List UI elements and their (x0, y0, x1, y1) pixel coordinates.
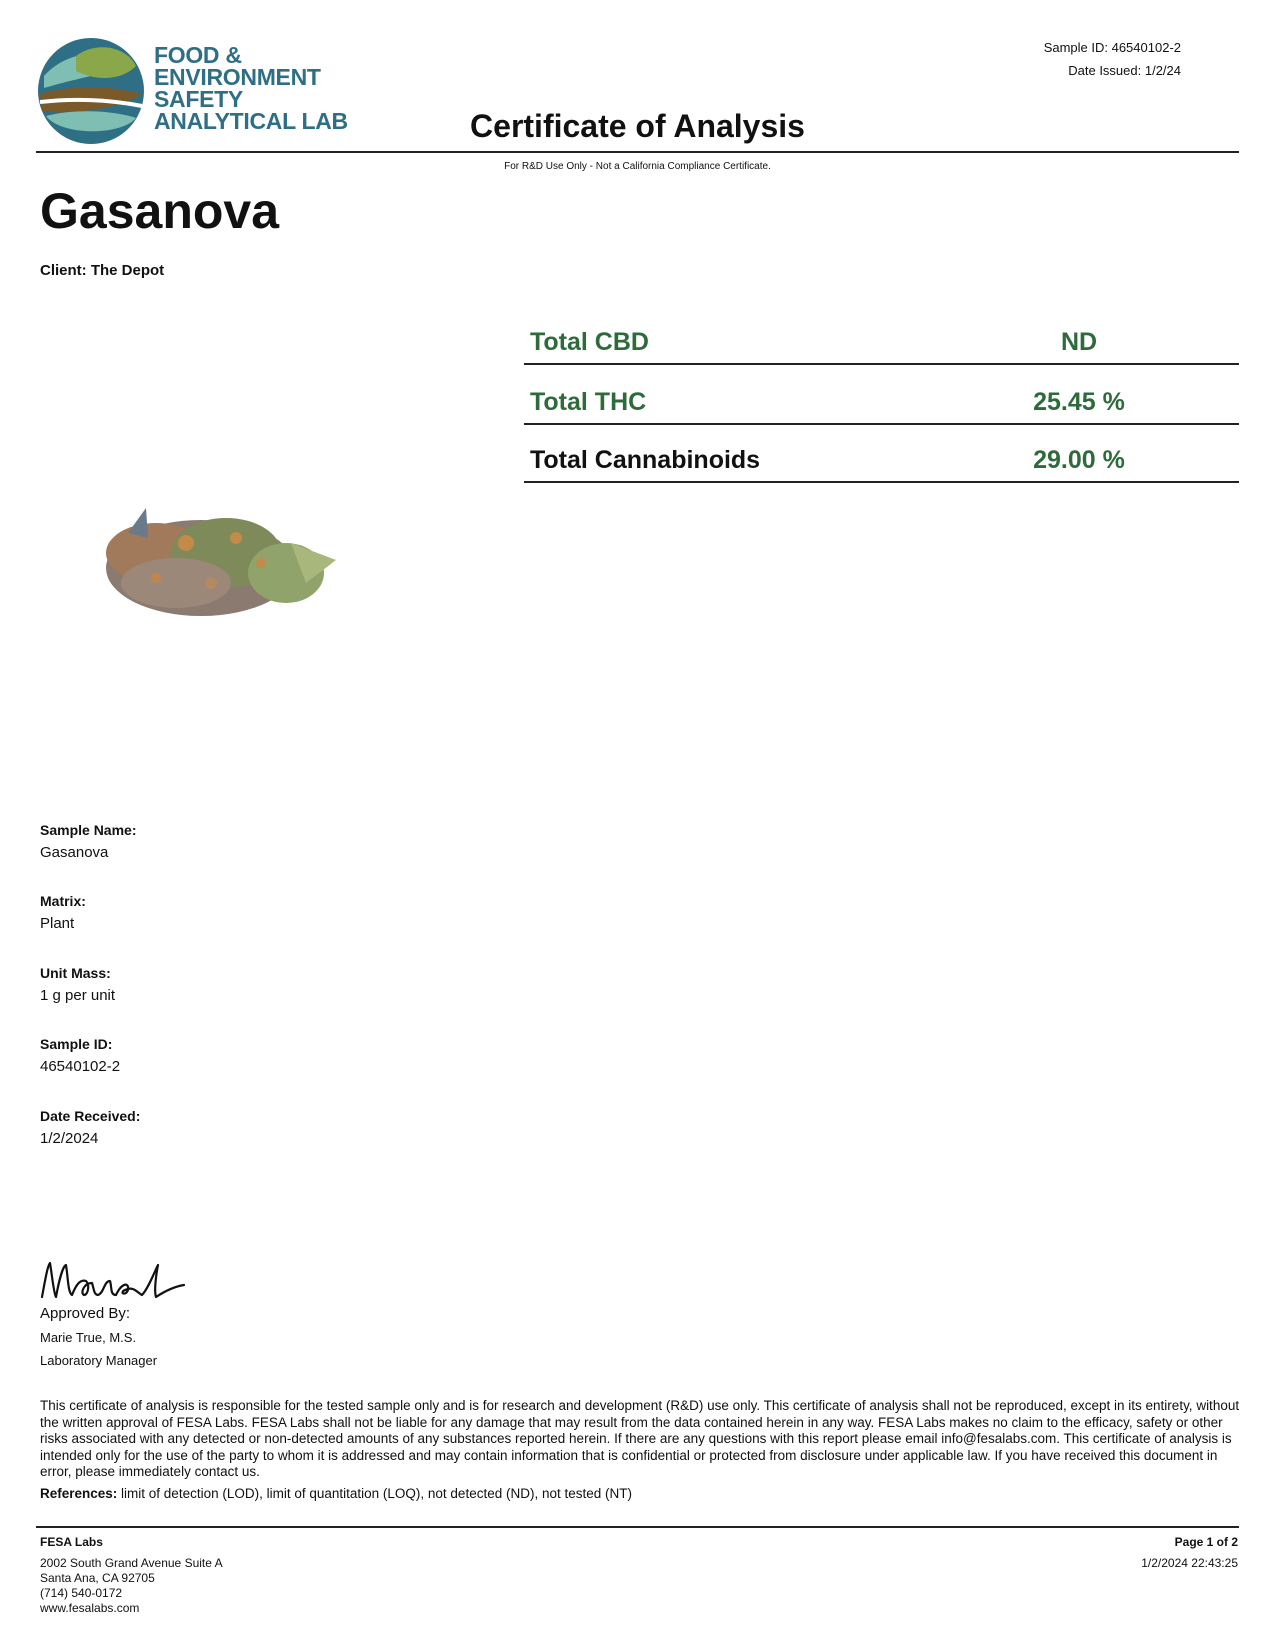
signature-image (38, 1255, 188, 1303)
footer-address-line: (714) 540-0172 (40, 1586, 123, 1600)
sample-id-label: Sample ID: (40, 1036, 113, 1052)
summary-value: 29.00 % (1033, 446, 1125, 474)
footer-website: www.fesalabs.com (40, 1601, 140, 1615)
lab-name-line: ANALYTICAL LAB (154, 108, 348, 134)
sample-name-label: Sample Name: (40, 822, 137, 838)
summary-label: Total Cannabinoids (530, 446, 761, 474)
references-text: limit of detection (LOD), limit of quantitation (LOQ), not detected (ND), not tested (NT) (117, 1486, 632, 1501)
matrix-label: Matrix: (40, 893, 86, 909)
unit-mass-label: Unit Mass: (40, 965, 111, 981)
page-number: Page 1 of 2 (1174, 1535, 1238, 1549)
header-sample-id: Sample ID: 46540102-2 (1043, 40, 1181, 55)
summary-label: Total THC (530, 388, 647, 416)
matrix-value: Plant (40, 915, 75, 932)
approved-by-label: Approved By: (40, 1305, 131, 1322)
lab-name-line: FOOD & (154, 42, 242, 68)
footer-company: FESA Labs (40, 1535, 103, 1549)
lab-name-line: ENVIRONMENT (154, 64, 321, 90)
date-received-label: Date Received: (40, 1108, 141, 1124)
cannabis-bud-photo (36, 338, 406, 808)
header-divider (36, 151, 1239, 153)
sample-name-value: Gasanova (40, 844, 109, 861)
legal-disclaimer: This certificate of analysis is responsible for the tested sample only and is for research and development (R&D) use only. This certificate of analysis shall not be reproduced, except in its entirety, without the written approval of FESA Labs. FESA Labs shall not be liable for any damage that may result from the data contained herein in any way. FESA Labs makes no claim to the efficacy, safety or other risks associated with any detected or non-detected amounts of any substances reported herein. If there are any questions with this report please email info@fesalabs.com. This certificate of analysis is intended only for the use of the party to whom it is addressed and may contain information that is confidential or protected from disclosure under applicable law. If you have received this document in error, please immediately contact us. (40, 1398, 1240, 1479)
footer-address-line: Santa Ana, CA 92705 (40, 1571, 155, 1585)
date-received-value: 1/2/2024 (40, 1130, 99, 1147)
approver-title: Laboratory Manager (40, 1353, 158, 1368)
rd-disclaimer: For R&D Use Only - Not a California Compliance Certificate. (504, 161, 771, 172)
footer-address (40, 1556, 223, 1616)
footer-timestamp: 1/2/2024 22:43:25 (1141, 1556, 1238, 1570)
summary-value: 25.45 % (1033, 388, 1125, 416)
summary-label: Total CBD (530, 328, 649, 356)
footer-address-line: 2002 South Grand Avenue Suite A (40, 1556, 223, 1570)
summary-row-total-cbd (524, 310, 1239, 365)
document-title: Certificate of Analysis (470, 108, 805, 144)
header-date-issued: Date Issued: 1/2/24 (1068, 63, 1181, 78)
summary-row-total-cannabinoids (524, 428, 1239, 483)
references (40, 1486, 632, 1501)
summary-row-total-thc (524, 370, 1239, 425)
references-label: References: (40, 1486, 118, 1501)
summary-value: ND (1060, 328, 1098, 356)
approver-name: Marie True, M.S. (40, 1330, 137, 1345)
product-name: Gasanova (40, 183, 280, 239)
lab-name-line: SAFETY (154, 86, 243, 112)
sample-id-value: 46540102-2 (40, 1058, 121, 1075)
client-name: Client: The Depot (40, 262, 165, 279)
footer-divider (36, 1526, 1239, 1528)
unit-mass-value: 1 g per unit (40, 987, 116, 1004)
